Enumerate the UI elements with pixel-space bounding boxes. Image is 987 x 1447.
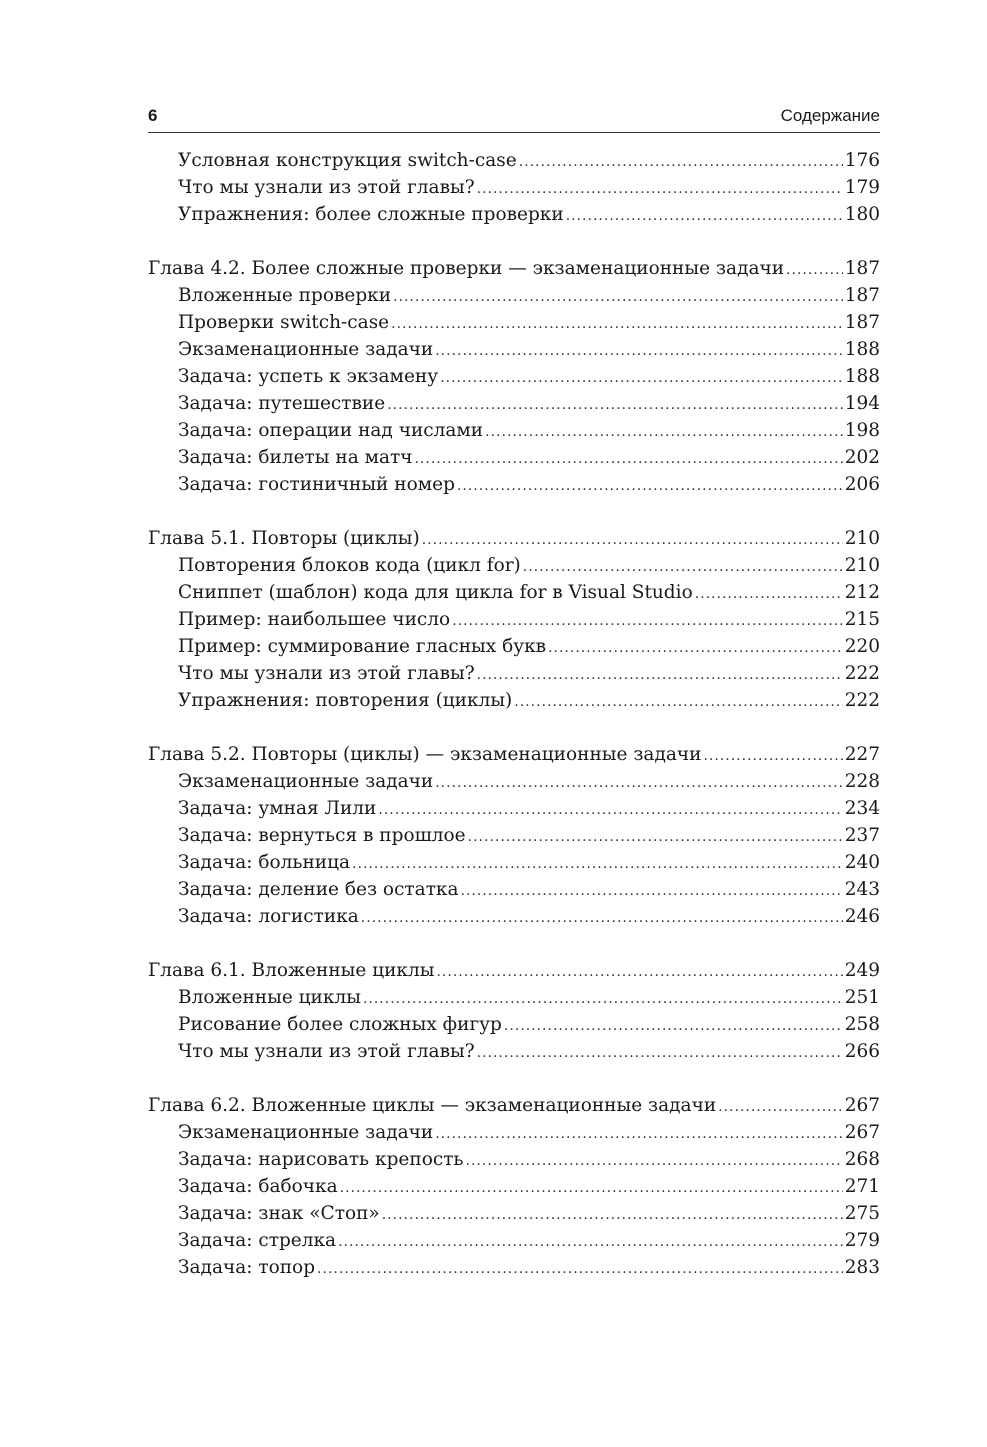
dot-leader bbox=[718, 1099, 843, 1115]
toc-entry-title: Задача: вернуться в прошлое bbox=[178, 825, 466, 846]
dot-leader bbox=[514, 694, 842, 710]
toc-entry-page: 176 bbox=[844, 150, 880, 171]
toc-entry-page: 251 bbox=[844, 987, 880, 1008]
toc-section-entry[interactable] bbox=[148, 690, 880, 717]
toc-section-entry[interactable] bbox=[148, 987, 880, 1014]
toc-section bbox=[148, 1095, 880, 1284]
toc-entry-title: Вложенные циклы bbox=[178, 987, 361, 1008]
toc-entry-title: Глава 4.2. Более сложные проверки — экзаменационные задачи bbox=[148, 258, 785, 279]
dot-leader bbox=[363, 991, 843, 1007]
toc-entry-title: Задача: логистика bbox=[178, 906, 359, 927]
dot-leader bbox=[435, 775, 842, 791]
toc-entry-page: 228 bbox=[844, 771, 880, 792]
toc-entry-title: Экзаменационные задачи bbox=[178, 1122, 434, 1143]
toc-entry-title: Глава 5.1. Повторы (циклы) bbox=[148, 528, 420, 549]
toc-entry-page: 275 bbox=[844, 1203, 880, 1224]
toc-entry-title: Задача: операции над числами bbox=[178, 420, 484, 441]
toc-entry-page: 267 bbox=[844, 1122, 880, 1143]
toc-chapter-entry[interactable] bbox=[148, 1095, 880, 1122]
toc-section-entry[interactable] bbox=[148, 1203, 880, 1230]
dot-leader bbox=[523, 559, 843, 575]
dot-leader bbox=[338, 1234, 843, 1250]
dot-leader bbox=[340, 1180, 843, 1196]
dot-leader bbox=[435, 343, 842, 359]
dot-leader bbox=[477, 667, 843, 683]
dot-leader bbox=[468, 829, 843, 845]
toc-entry-title: Повторения блоков кода (цикл for) bbox=[178, 555, 521, 576]
toc-entry-title: Задача: гостиничный номер bbox=[178, 474, 455, 495]
dot-leader bbox=[457, 478, 843, 494]
toc-section bbox=[148, 528, 880, 717]
dot-leader bbox=[466, 1153, 843, 1169]
toc-entry-page: 271 bbox=[844, 1176, 880, 1197]
toc-entry-page: 187 bbox=[844, 312, 880, 333]
toc-entry-page: 206 bbox=[844, 474, 880, 495]
toc-entry-page: 215 bbox=[844, 609, 880, 630]
toc-entry-title: Задача: топор bbox=[178, 1257, 316, 1278]
toc-entry-page: 210 bbox=[844, 528, 880, 549]
toc-entry-title: Что мы узнали из этой главы? bbox=[178, 663, 475, 684]
toc-entry-page: 198 bbox=[844, 420, 880, 441]
toc-chapter-entry[interactable] bbox=[148, 960, 880, 987]
toc-entry-title: Экзаменационные задачи bbox=[178, 339, 434, 360]
toc-section-entry[interactable] bbox=[148, 1176, 880, 1203]
toc-entry-page: 227 bbox=[844, 744, 880, 765]
dot-leader bbox=[422, 532, 843, 548]
toc-entry-title: Задача: деление без остатка bbox=[178, 879, 459, 900]
toc-section-entry[interactable] bbox=[148, 177, 880, 204]
toc-entry-page: 194 bbox=[844, 393, 880, 414]
dot-leader bbox=[378, 802, 842, 818]
toc-entry-page: 210 bbox=[844, 555, 880, 576]
toc-section-entry[interactable] bbox=[148, 420, 880, 447]
dot-leader bbox=[786, 262, 843, 278]
toc-entry-title: Задача: больница bbox=[178, 852, 351, 873]
toc-entry-page: 258 bbox=[844, 1014, 880, 1035]
toc-entry-title: Что мы узнали из этой главы? bbox=[178, 1041, 475, 1062]
toc-entry-title: Задача: стрелка bbox=[178, 1230, 337, 1251]
toc-entry-page: 187 bbox=[844, 285, 880, 306]
toc-section-entry[interactable] bbox=[148, 825, 880, 852]
toc-entry-page: 188 bbox=[844, 366, 880, 387]
toc-entry-page: 234 bbox=[844, 798, 880, 819]
toc-section-entry[interactable] bbox=[148, 636, 880, 663]
toc-chapter-entry[interactable] bbox=[148, 258, 880, 285]
toc-entry-page: 279 bbox=[844, 1230, 880, 1251]
dot-leader bbox=[317, 1261, 843, 1277]
toc-section-entry[interactable] bbox=[148, 1257, 880, 1284]
toc-section bbox=[148, 744, 880, 933]
toc-chapter-entry[interactable] bbox=[148, 528, 880, 555]
toc-entry-title: Рисование более сложных фигур bbox=[178, 1014, 502, 1035]
toc-section-entry[interactable] bbox=[148, 582, 880, 609]
dot-leader bbox=[414, 451, 842, 467]
toc-entry-page: 188 bbox=[844, 339, 880, 360]
toc-section-entry[interactable] bbox=[148, 879, 880, 906]
toc-section-entry[interactable] bbox=[148, 906, 880, 933]
toc-section bbox=[148, 150, 880, 231]
page-number: 6 bbox=[148, 106, 158, 125]
toc-section-entry[interactable] bbox=[148, 474, 880, 501]
page-header bbox=[148, 106, 880, 133]
toc-entry-title: Пример: наибольшее число bbox=[178, 609, 451, 630]
toc-section-entry[interactable] bbox=[148, 204, 880, 231]
dot-leader bbox=[435, 1126, 842, 1142]
toc-section-entry[interactable] bbox=[148, 798, 880, 825]
dot-leader bbox=[548, 640, 843, 656]
toc-entry-page: 180 bbox=[844, 204, 880, 225]
toc-entry-title: Задача: путешествие bbox=[178, 393, 386, 414]
toc-entry-page: 268 bbox=[844, 1149, 880, 1170]
toc-entry-page: 243 bbox=[844, 879, 880, 900]
toc-entry-title: Глава 6.1. Вложенные циклы bbox=[148, 960, 435, 981]
dot-leader bbox=[452, 613, 843, 629]
toc-entry-title: Сниппет (шаблон) кода для цикла for в Visual Studio bbox=[178, 582, 693, 603]
toc-entry-title: Условная конструкция switch-case bbox=[178, 150, 517, 171]
toc-entry-page: 212 bbox=[844, 582, 880, 603]
toc-entry-title: Упражнения: более сложные проверки bbox=[178, 204, 564, 225]
toc-section-entry[interactable] bbox=[148, 366, 880, 393]
toc-section-entry[interactable] bbox=[148, 1122, 880, 1149]
toc-section-entry[interactable] bbox=[148, 447, 880, 474]
toc-section-entry[interactable] bbox=[148, 1230, 880, 1257]
toc-section-entry[interactable] bbox=[148, 285, 880, 312]
toc-entry-page: 246 bbox=[844, 906, 880, 927]
toc-entry-page: 249 bbox=[844, 960, 880, 981]
dot-leader bbox=[393, 289, 843, 305]
toc-section-entry[interactable] bbox=[148, 1041, 880, 1068]
toc-entry-page: 222 bbox=[844, 690, 880, 711]
dot-leader bbox=[504, 1018, 843, 1034]
toc-section-entry[interactable] bbox=[148, 771, 880, 798]
dot-leader bbox=[440, 370, 843, 386]
dot-leader bbox=[477, 1045, 843, 1061]
dot-leader bbox=[361, 910, 843, 926]
toc-chapter-entry[interactable] bbox=[148, 744, 880, 771]
toc-entry-title: Задача: бабочка bbox=[178, 1176, 338, 1197]
toc-entry-title: Задача: билеты на матч bbox=[178, 447, 413, 468]
toc-section-entry[interactable] bbox=[148, 555, 880, 582]
toc-entry-page: 220 bbox=[844, 636, 880, 657]
toc-entry-title: Проверки switch-case bbox=[178, 312, 390, 333]
toc-entry-page: 202 bbox=[844, 447, 880, 468]
dot-leader bbox=[519, 154, 843, 170]
dot-leader bbox=[352, 856, 843, 872]
dot-leader bbox=[695, 586, 843, 602]
running-head: Содержание bbox=[780, 106, 880, 125]
toc-entry-page: 240 bbox=[844, 852, 880, 873]
toc-entry-title: Задача: знак «Стоп» bbox=[178, 1203, 380, 1224]
toc-section-entry[interactable] bbox=[148, 852, 880, 879]
toc-section-entry[interactable] bbox=[148, 609, 880, 636]
toc-entry-page: 187 bbox=[844, 258, 880, 279]
dot-leader bbox=[485, 424, 843, 440]
toc-section bbox=[148, 258, 880, 501]
dot-leader bbox=[387, 397, 843, 413]
toc-section-entry[interactable] bbox=[148, 663, 880, 690]
toc-section-entry[interactable] bbox=[148, 1149, 880, 1176]
toc-entry-page: 237 bbox=[844, 825, 880, 846]
toc-section-entry[interactable] bbox=[148, 393, 880, 420]
dot-leader bbox=[461, 883, 843, 899]
table-of-contents bbox=[148, 150, 880, 1311]
toc-section-entry[interactable] bbox=[148, 312, 880, 339]
dot-leader bbox=[566, 208, 843, 224]
toc-entry-page: 283 bbox=[844, 1257, 880, 1278]
toc-entry-title: Глава 5.2. Повторы (циклы) — экзаменационные задачи bbox=[148, 744, 702, 765]
toc-entry-title: Упражнения: повторения (циклы) bbox=[178, 690, 513, 711]
toc-entry-title: Глава 6.2. Вложенные циклы — экзаменационные задачи bbox=[148, 1095, 717, 1116]
dot-leader bbox=[436, 964, 842, 980]
dot-leader bbox=[703, 748, 842, 764]
dot-leader bbox=[391, 316, 843, 332]
toc-entry-title: Задача: нарисовать крепость bbox=[178, 1149, 464, 1170]
toc-entry-page: 179 bbox=[844, 177, 880, 198]
dot-leader bbox=[477, 181, 843, 197]
toc-section-entry[interactable] bbox=[148, 339, 880, 366]
toc-entry-title: Что мы узнали из этой главы? bbox=[178, 177, 475, 198]
toc-entry-title: Вложенные проверки bbox=[178, 285, 392, 306]
dot-leader bbox=[382, 1207, 843, 1223]
toc-entry-title: Пример: суммирование гласных букв bbox=[178, 636, 547, 657]
toc-entry-page: 222 bbox=[844, 663, 880, 684]
toc-entry-title: Экзаменационные задачи bbox=[178, 771, 434, 792]
toc-section bbox=[148, 960, 880, 1068]
toc-entry-title: Задача: умная Лили bbox=[178, 798, 377, 819]
toc-section-entry[interactable] bbox=[148, 150, 880, 177]
toc-section-entry[interactable] bbox=[148, 1014, 880, 1041]
toc-entry-page: 266 bbox=[844, 1041, 880, 1062]
toc-entry-page: 267 bbox=[844, 1095, 880, 1116]
toc-entry-title: Задача: успеть к экзамену bbox=[178, 366, 439, 387]
